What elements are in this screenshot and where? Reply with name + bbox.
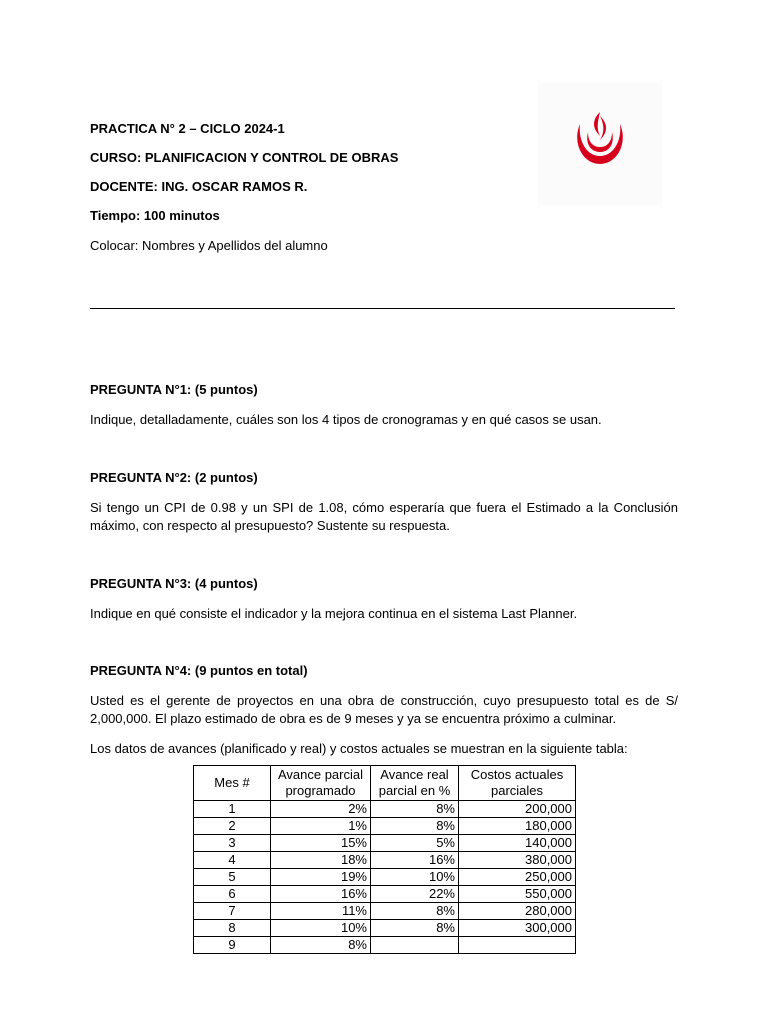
table-row xyxy=(194,937,576,954)
cell-cost: 550,000 xyxy=(459,886,576,903)
col-header-costs: Costos actuales parciales xyxy=(459,766,576,801)
table-row xyxy=(194,835,576,852)
table-row xyxy=(194,818,576,835)
course-name: CURSO: PLANIFICACION Y CONTROL DE OBRAS xyxy=(90,150,399,165)
teacher-name: DOCENTE: ING. OSCAR RAMOS R. xyxy=(90,179,308,194)
cell-planned: 2% xyxy=(271,801,371,818)
upc-flame-logo-icon xyxy=(568,106,632,170)
cell-actual: 5% xyxy=(371,835,459,852)
cell-planned: 15% xyxy=(271,835,371,852)
cell-month: 5 xyxy=(194,869,271,886)
cell-actual: 22% xyxy=(371,886,459,903)
cell-actual: 16% xyxy=(371,852,459,869)
cell-actual: 8% xyxy=(371,903,459,920)
cell-actual: 10% xyxy=(371,869,459,886)
cell-month: 2 xyxy=(194,818,271,835)
table-row xyxy=(194,852,576,869)
table-row xyxy=(194,869,576,886)
cell-month: 7 xyxy=(194,903,271,920)
col-header-planned: Avance parcial programado xyxy=(271,766,371,801)
table-row xyxy=(194,920,576,937)
question-1-text: Indique, detalladamente, cuáles son los 4 tipos de cronogramas y en qué casos se usan. xyxy=(90,412,602,427)
cell-cost xyxy=(459,937,576,954)
cell-month: 3 xyxy=(194,835,271,852)
cell-cost: 300,000 xyxy=(459,920,576,937)
question-3-title: PREGUNTA N°3: (4 puntos) xyxy=(90,576,258,591)
cell-month: 8 xyxy=(194,920,271,937)
cell-month: 1 xyxy=(194,801,271,818)
table-header-row xyxy=(194,766,576,801)
cell-planned: 19% xyxy=(271,869,371,886)
cell-planned: 1% xyxy=(271,818,371,835)
cell-actual: 8% xyxy=(371,801,459,818)
cell-actual xyxy=(371,937,459,954)
student-name-instruction: Colocar: Nombres y Apellidos del alumno xyxy=(90,238,328,253)
cell-planned: 10% xyxy=(271,920,371,937)
cell-planned: 11% xyxy=(271,903,371,920)
question-2-title: PREGUNTA N°2: (2 puntos) xyxy=(90,470,258,485)
cell-month: 6 xyxy=(194,886,271,903)
cell-actual: 8% xyxy=(371,818,459,835)
cell-planned: 18% xyxy=(271,852,371,869)
cell-month: 4 xyxy=(194,852,271,869)
question-2-text: Si tengo un CPI de 0.98 y un SPI de 1.08, cómo esperaría que fuera el Estimado a la Conclusión máximo, con respecto al presupuesto? Sustente su respuesta. xyxy=(90,500,678,533)
question-4-text: Usted es el gerente de proyectos en una obra de construcción, cuyo presupuesto total es de S/ 2,000,000. El plazo estimado de obra es de 9 meses y ya se encuentra próximo a culminar. xyxy=(90,693,678,726)
cell-actual: 8% xyxy=(371,920,459,937)
university-logo xyxy=(538,82,662,206)
cell-cost: 280,000 xyxy=(459,903,576,920)
cell-cost: 380,000 xyxy=(459,852,576,869)
time-limit: Tiempo: 100 minutos xyxy=(90,208,220,223)
table-row xyxy=(194,886,576,903)
name-line-divider xyxy=(90,308,675,309)
question-1-title: PREGUNTA N°1: (5 puntos) xyxy=(90,382,258,397)
question-3-text: Indique en qué consiste el indicador y la mejora continua en el sistema Last Planner. xyxy=(90,606,578,621)
table-row xyxy=(194,801,576,818)
cell-planned: 16% xyxy=(271,886,371,903)
question-4-table-intro: Los datos de avances (planificado y real) y costos actuales se muestran en la siguiente tabla: xyxy=(90,741,628,756)
col-header-month: Mes # xyxy=(194,766,271,801)
cell-cost: 140,000 xyxy=(459,835,576,852)
progress-cost-table xyxy=(193,765,576,954)
cell-month: 9 xyxy=(194,937,271,954)
col-header-actual: Avance real parcial en % xyxy=(371,766,459,801)
cell-cost: 200,000 xyxy=(459,801,576,818)
practica-title: PRACTICA N° 2 – CICLO 2024-1 xyxy=(90,121,285,136)
question-4-title: PREGUNTA N°4: (9 puntos en total) xyxy=(90,663,308,678)
cell-cost: 180,000 xyxy=(459,818,576,835)
table-row xyxy=(194,903,576,920)
cell-cost: 250,000 xyxy=(459,869,576,886)
cell-planned: 8% xyxy=(271,937,371,954)
